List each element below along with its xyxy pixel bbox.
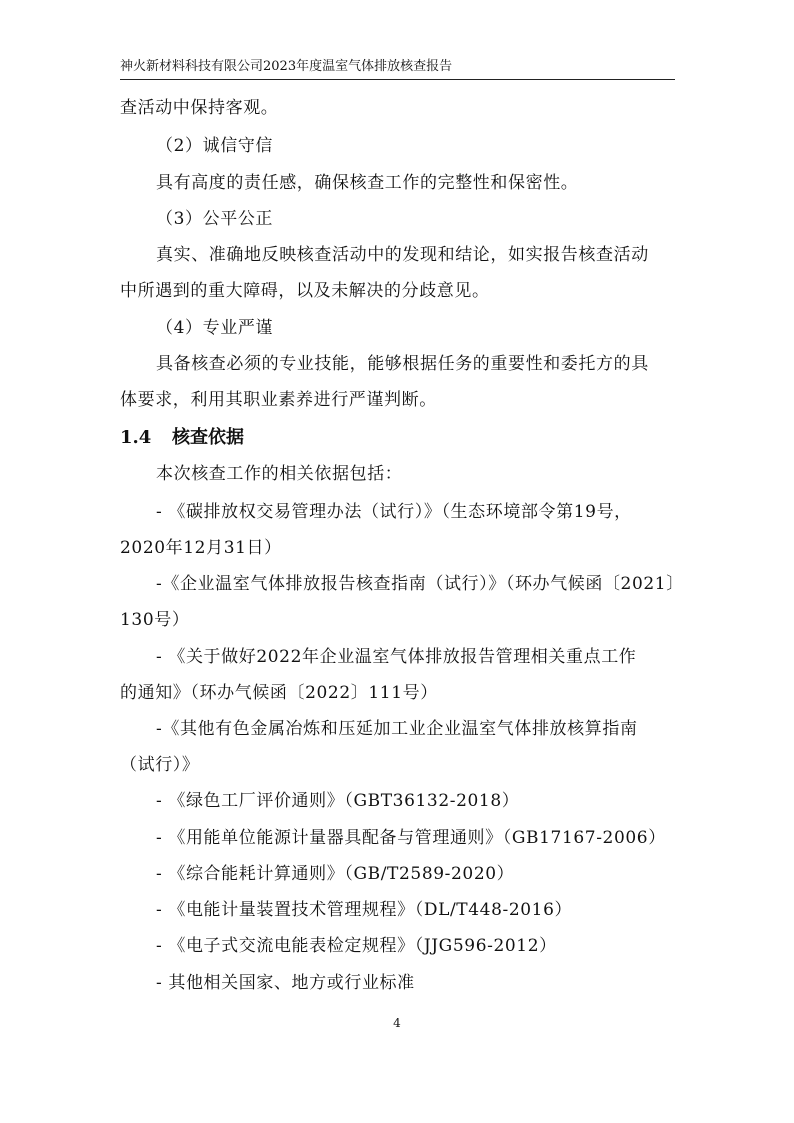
- page-number: 4: [393, 1016, 401, 1030]
- reference-item: -《其他有色金属冶炼和压延加工业企业温室气体排放核算指南: [156, 719, 638, 739]
- item-title-professional: （4）专业严谨: [156, 318, 274, 338]
- reference-item: - 《电能计量装置技术管理规程》（DL/T448-2016）: [156, 900, 573, 920]
- paragraph-line: 体要求，利用其职业素养进行严谨判断。: [120, 390, 437, 410]
- section-intro: 本次核查工作的相关依据包括：: [156, 464, 403, 484]
- reference-item: -《企业温室气体排放报告核查指南（试行）》（环办气候函〔2021〕: [156, 574, 684, 594]
- reference-item: - 《关于做好2022年企业温室气体排放报告管理相关重点工作: [156, 647, 637, 667]
- reference-item: - 《碳排放权交易管理办法（试行）》（生态环境部令第19号，: [156, 502, 632, 522]
- paragraph-line: 中所遇到的重大障碍，以及未解决的分歧意见。: [120, 281, 490, 301]
- paragraph-line: 查活动中保持客观。: [120, 98, 279, 118]
- reference-item: - 《绿色工厂评价通则》（GBT36132-2018）: [156, 791, 520, 811]
- reference-item: - 《综合能耗计算通则》（GB/T2589-2020）: [156, 864, 515, 884]
- reference-item: - 《电子式交流电能表检定规程》（JJG596-2012）: [156, 936, 557, 956]
- page-header: 神火新材料科技有限公司2023年度温室气体排放核查报告: [120, 58, 675, 80]
- section-title: 核查依据: [172, 427, 244, 448]
- item-title-fairness: （3）公平公正: [156, 209, 274, 229]
- reference-item: - 其他相关国家、地方或行业标准: [156, 973, 415, 993]
- reference-item-continued: 130号）: [120, 610, 190, 630]
- reference-item: - 《用能单位能源计量器具配备与管理通则》（GB17167-2006）: [156, 828, 666, 848]
- paragraph-line: 具备核查必须的专业技能，能够根据任务的重要性和委托方的具: [156, 354, 649, 374]
- section-heading: [120, 426, 244, 450]
- item-title-integrity: （2）诚信守信: [156, 136, 274, 156]
- paragraph-line: 具有高度的责任感，确保核查工作的完整性和保密性。: [156, 173, 579, 193]
- paragraph-line: 真实、准确地反映核查活动中的发现和结论，如实报告核查活动: [156, 245, 649, 265]
- reference-item-continued: 2020年12月31日）: [120, 538, 282, 558]
- section-number: 1.4: [120, 427, 152, 448]
- reference-item-continued: 的通知》（环办气候函〔2022〕111号）: [120, 683, 438, 703]
- reference-item-continued: （试行）》: [120, 755, 200, 775]
